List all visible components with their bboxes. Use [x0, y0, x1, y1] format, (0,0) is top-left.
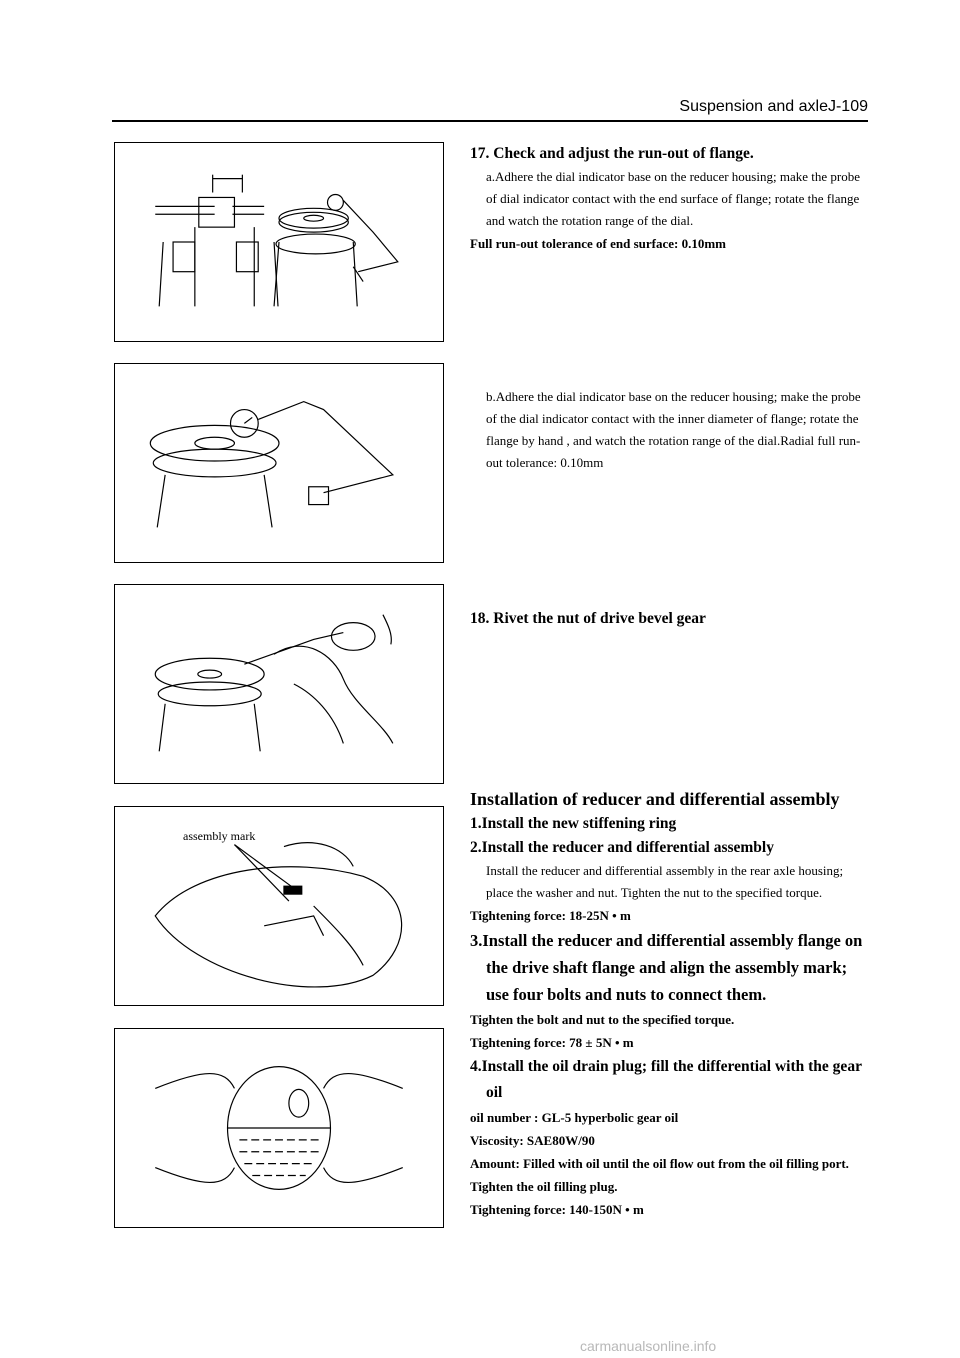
figure-rivet-nut	[114, 584, 444, 784]
page-header	[112, 98, 868, 122]
figure-assembly-mark	[114, 806, 444, 1006]
install-step-1: 1.Install the new stiffening ring	[470, 815, 677, 832]
step-17-a-text: a.Adhere the dial indicator base on the reducer housing; make the probe of dial indicator contact with the end surface of flange; rotate the flange and watch the rotation range of the dial.	[486, 169, 860, 228]
figure-oil-fill	[114, 1028, 444, 1228]
oil-viscosity: Viscosity: SAE80W/90	[470, 1133, 595, 1148]
install-step-2: 2.Install the reducer and differential assembly	[470, 839, 774, 856]
figure-flange-radial-runout	[114, 363, 444, 563]
install-step-3-tighten: Tighten the bolt and nut to the specified torque.	[470, 1012, 735, 1027]
page-header-title: Suspension and axleJ-109	[679, 98, 868, 115]
oil-number: oil number : GL-5 hyperbolic gear oil	[470, 1110, 679, 1125]
install-step-2-force: Tightening force: 18-25N • m	[470, 908, 631, 923]
step-17-title: 17. Check and adjust the run-out of flange.	[470, 145, 754, 162]
install-step-2-text: Install the reducer and differential assembly in the rear axle housing; place the washer and nut. Tighten the nut to the specified torque.	[486, 863, 844, 900]
install-step-4-force: Tightening force: 140-150N • m	[470, 1202, 644, 1217]
install-step-4: 4.Install the oil drain plug; fill the differential with the gear oil	[470, 1058, 862, 1101]
install-step-3-force: Tightening force: 78 ± 5N • m	[470, 1035, 634, 1050]
figure-flange-end-runout	[114, 142, 444, 342]
step-17-b-text: b.Adhere the dial indicator base on the reducer housing; make the probe of the dial indicator contact with the inner diameter of flange; rotate the flange by hand , and watch the rotation range of the dial.Radial full run-out tolerance: 0.10mm	[486, 389, 861, 470]
step-17	[470, 142, 870, 255]
step-18	[470, 607, 870, 631]
header-rule	[112, 120, 868, 122]
install-section	[470, 786, 870, 1221]
install-step-3: 3.Install the reducer and differential assembly flange on the drive shaft flange and align the assembly mark; use four bolts and nuts to connect them.	[470, 931, 863, 1004]
step-17-b	[470, 386, 870, 474]
tighten-filling-plug: Tighten the oil filling plug.	[470, 1179, 618, 1194]
oil-amount: Amount: Filled with oil until the oil flow out from the oil filling port.	[470, 1156, 849, 1171]
assembly-mark-label: assembly mark	[183, 829, 256, 843]
step-17-tolerance: Full run-out tolerance of end surface: 0.10mm	[470, 236, 726, 251]
watermark: carmanualsonline.info	[580, 1338, 717, 1354]
install-heading: Installation of reducer and differential assembly	[470, 789, 840, 809]
step-18-title: 18. Rivet the nut of drive bevel gear	[470, 610, 706, 627]
